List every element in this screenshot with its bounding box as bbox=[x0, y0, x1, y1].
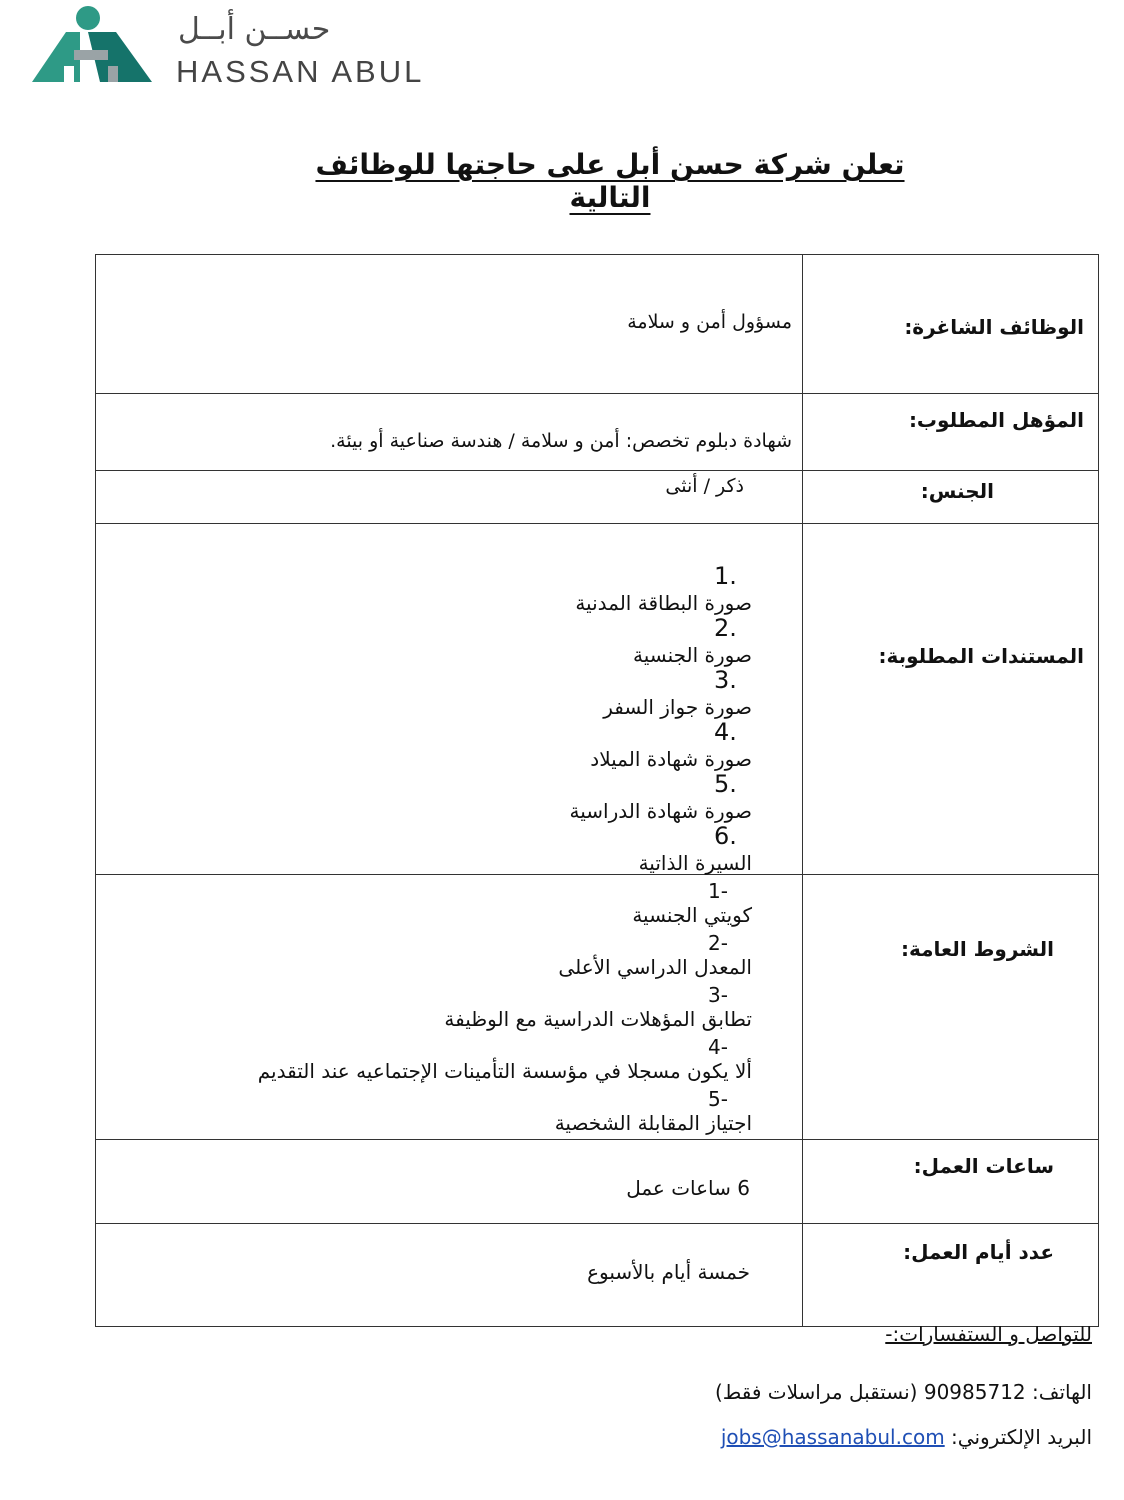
table-row-documents bbox=[96, 524, 1099, 875]
value-cell bbox=[96, 524, 803, 875]
list-item: 2. صورة الجنسية bbox=[632, 614, 752, 667]
vacancies-value: مسؤول أمن و سلامة bbox=[627, 311, 792, 333]
job-details-table bbox=[95, 254, 1099, 1327]
label-cell bbox=[803, 875, 1099, 1140]
company-logo bbox=[28, 4, 448, 94]
table-row-gender bbox=[96, 471, 1099, 524]
table-row-vacancies bbox=[96, 255, 1099, 394]
documents-list bbox=[96, 562, 792, 874]
label-cell bbox=[803, 394, 1099, 471]
logo-arabic-name: حســن أبــل bbox=[178, 12, 331, 47]
contact-phone bbox=[715, 1380, 1092, 1404]
value-cell bbox=[96, 1140, 803, 1224]
table-row-qualification bbox=[96, 394, 1099, 471]
value-cell bbox=[96, 471, 803, 524]
value-cell bbox=[96, 1224, 803, 1327]
table-row-hours bbox=[96, 1140, 1099, 1224]
contact-title: للتواصل و الستفسارات:- bbox=[885, 1322, 1092, 1346]
value-cell bbox=[96, 394, 803, 471]
list-item: 5. صورة شهادة الدراسية bbox=[569, 770, 752, 823]
list-item: 1- كويتي الجنسية bbox=[632, 879, 752, 927]
conditions-list bbox=[96, 879, 792, 1139]
list-item: 3- تطابق المؤهلات الدراسية مع الوظيفة bbox=[444, 983, 752, 1031]
label-cell bbox=[803, 524, 1099, 875]
logo-mark-icon bbox=[28, 4, 156, 86]
page-title: تعلن شركة حسن أبل على حاجتها للوظائف التالية bbox=[315, 148, 905, 214]
label-cell bbox=[803, 1224, 1099, 1327]
conditions-label: الشروط العامة: bbox=[901, 937, 1054, 961]
phone-label: الهاتف: bbox=[1032, 1380, 1092, 1404]
label-cell bbox=[803, 255, 1099, 394]
list-item: 2- المعدل الدراسي الأعلى bbox=[558, 931, 752, 979]
phone-number: 90985712 bbox=[923, 1380, 1026, 1404]
documents-label: المستندات المطلوبة: bbox=[878, 644, 1084, 668]
qualification-label: المؤهل المطلوب: bbox=[908, 408, 1084, 432]
value-cell bbox=[96, 255, 803, 394]
list-item: 4- ألا يكون مسجلا في مؤسسة التأمينات الإجتماعيه عند التقديم bbox=[257, 1035, 752, 1083]
qualification-value: شهادة دبلوم تخصص: أمن و سلامة / هندسة صناعية أو بيئة. bbox=[330, 430, 792, 452]
logo-english-name: HASSAN ABUL bbox=[176, 54, 425, 89]
hours-label: ساعات العمل: bbox=[913, 1154, 1054, 1178]
label-cell bbox=[803, 1140, 1099, 1224]
list-item: 4. صورة شهادة الميلاد bbox=[590, 718, 752, 771]
list-item: 3. صورة جواز السفر bbox=[603, 666, 752, 719]
list-item: 5- اجتياز المقابلة الشخصية bbox=[554, 1087, 752, 1135]
days-value: خمسة أيام بالأسبوع bbox=[587, 1260, 750, 1284]
gender-label: الجنس: bbox=[920, 479, 994, 503]
label-cell bbox=[803, 471, 1099, 524]
table-row-days bbox=[96, 1224, 1099, 1327]
days-label: عدد أيام العمل: bbox=[903, 1240, 1054, 1264]
email-link[interactable]: jobs@hassanabul.com bbox=[720, 1425, 945, 1449]
table-row-conditions bbox=[96, 875, 1099, 1140]
gender-value: ذكر / أنثى bbox=[665, 475, 744, 497]
phone-note: (نستقبل مراسلات فقط) bbox=[714, 1380, 918, 1404]
email-label: البريد الإلكتروني: bbox=[951, 1425, 1092, 1449]
value-cell bbox=[96, 875, 803, 1140]
list-item: 1. صورة البطاقة المدنية bbox=[575, 562, 752, 615]
hours-value: 6 ساعات عمل bbox=[626, 1176, 750, 1200]
vacancies-label: الوظائف الشاغرة: bbox=[904, 315, 1084, 339]
list-item: 6. السيرة الذاتية bbox=[638, 822, 752, 875]
contact-email bbox=[721, 1425, 1092, 1449]
